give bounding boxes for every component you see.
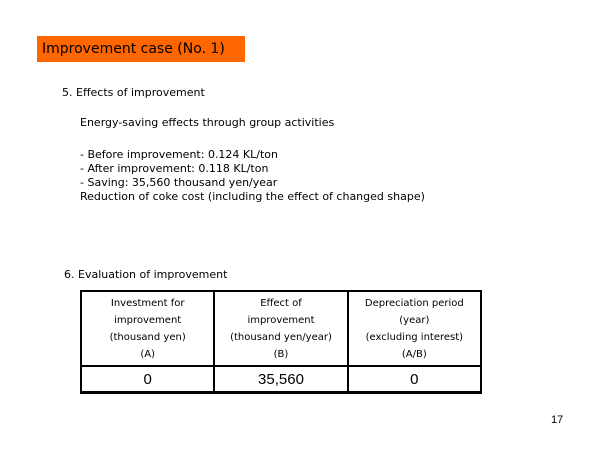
list-item: - Before improvement: 0.124 KL/ton	[80, 148, 278, 161]
list-item: Reduction of coke cost (including the effect of changed shape)	[80, 190, 425, 203]
slide-title: Improvement case (No. 1)	[37, 36, 245, 62]
header-effect: Effect of improvement (thousand yen/year) (B)	[214, 291, 347, 366]
section-5-heading: 5. Effects of improvement	[62, 86, 205, 99]
list-item: - After improvement: 0.118 KL/ton	[80, 162, 269, 175]
value-depreciation: 0	[348, 366, 481, 393]
section-5-subheading: Energy-saving effects through group activities	[80, 116, 335, 129]
effects-list	[80, 148, 425, 204]
header-investment: Investment for improvement (thousand yen) (A)	[81, 291, 214, 366]
header-depreciation: Depreciation period (year) (excluding interest) (A/B)	[348, 291, 481, 366]
list-item: - Saving: 35,560 thousand yen/year	[80, 176, 278, 189]
table-header-row	[81, 291, 481, 366]
value-effect: 35,560	[214, 366, 347, 393]
evaluation-table	[80, 290, 482, 394]
section-6-heading: 6. Evaluation of improvement	[64, 268, 228, 281]
table-row	[81, 366, 481, 393]
page-number: 17	[551, 414, 564, 426]
value-investment: 0	[81, 366, 214, 393]
